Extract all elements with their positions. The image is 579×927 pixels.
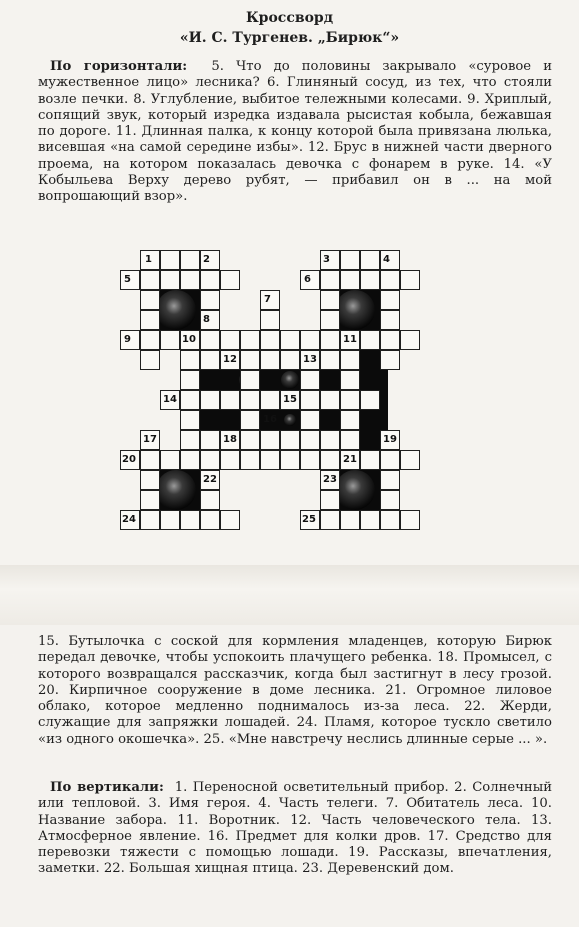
crossword-cell[interactable] [200,490,220,510]
down-clues [38,780,552,878]
crossword-cell[interactable] [240,370,260,390]
crossword-cell[interactable] [140,490,160,510]
clue-number: 10 [182,334,196,345]
crossword-cell[interactable] [340,430,360,450]
clue-number: 19 [383,434,397,445]
crossword-cell[interactable] [340,270,360,290]
crossword-cell[interactable] [320,310,340,330]
decorative-sphere [335,290,375,330]
decorative-sphere [335,470,375,510]
clue-number: 20 [122,454,136,465]
clue-number: 18 [223,434,237,445]
clue-number: 12 [223,354,237,365]
crossword-cell[interactable] [320,270,340,290]
crossword-cell[interactable] [240,450,260,470]
down-text: 1. Переносной осветительный прибор. 2. Солнечный или тепловой. 3. Имя героя. 4. Часть телеги. 7. Обитатель леса. 10. Название забора. 11. Воротник. 12. Часть человеческого тела. 13. Атмосферное явление. 16. Предмет для колки дров. 17. Средство для перевозки тяжести с помощью лошади. 19. Рассказы, впечатления, заметки. 22. Большая хищная птица. 23. Деревенский дом. [38,780,552,877]
crossword-cell[interactable] [140,350,160,370]
crossword-cell[interactable] [320,330,340,350]
crossword-cell[interactable] [200,450,220,470]
crossword-cell[interactable] [140,470,160,490]
crossword-cell[interactable] [360,270,380,290]
crossword-cell[interactable] [380,470,400,490]
crossword-cell[interactable] [200,330,220,350]
clue-number: 21 [343,454,357,465]
crossword-cell[interactable] [380,350,400,370]
crossword-cell[interactable] [220,510,240,530]
clue-number: 4 [383,254,390,265]
crossword-cell[interactable] [340,410,360,430]
crossword-cell[interactable] [140,270,160,290]
crossword-cell[interactable] [180,410,200,430]
crossword-cell[interactable] [300,430,320,450]
crossword-cell[interactable] [400,510,420,530]
crossword-cell[interactable] [180,450,200,470]
crossword-cell[interactable] [300,410,320,430]
crossword-cell[interactable] [320,490,340,510]
crossword-cell[interactable] [160,270,180,290]
clue-number: 1 [145,254,152,265]
clue-number: 17 [143,434,157,445]
crossword-cell[interactable] [220,270,240,290]
crossword-cell[interactable] [240,410,260,430]
decorative-sphere [156,470,196,510]
crossword-cell[interactable] [280,330,300,350]
crossword-cell[interactable] [240,390,260,410]
crossword-cell[interactable] [180,250,200,270]
crossword-cell[interactable] [200,510,220,530]
crossword-cell[interactable] [380,310,400,330]
crossword-cell[interactable] [180,390,200,410]
crossword-cell[interactable] [260,310,280,330]
crossword-cell[interactable] [180,370,200,390]
crossword-cell[interactable] [260,430,280,450]
crossword-cell[interactable] [380,330,400,350]
decorative-sphere [281,371,299,389]
crossword-cell[interactable] [400,450,420,470]
decorative-sphere [156,290,196,330]
crossword-cell[interactable] [340,390,360,410]
crossword-cell[interactable] [140,510,160,530]
crossword-cell[interactable] [360,330,380,350]
crossword-cell[interactable] [160,450,180,470]
crossword-cell[interactable] [360,250,380,270]
clue-number: 11 [343,334,357,345]
clue-number: 25 [302,514,316,525]
crossword-cell[interactable] [240,350,260,370]
across-clues-bottom: 15. Бутылочка с соской для кормления младенцев, которую Бирюк передал девочке, чтобы успокоить плачущего ребенка. 18. Промысел, с которого возвращался рассказчик, когда был застигнут в лесу грозой. 20. Кирпичное сооружение в доме лесника. 21. Огромное лиловое облако, которое медленно поднималось из-за леса. 22. Жерди, служащие для запряжки лошадей. 24. Пламя, которое тускло светило «из одного окошечка». 25. «Мне навстречу неслись длинные серые ... ». [38,634,552,747]
crossword-cell[interactable] [360,510,380,530]
clue-number: 13 [303,354,317,365]
crossword-cell[interactable] [280,430,300,450]
clue-number: 7 [264,294,271,305]
clue-number: 23 [323,474,337,485]
page-title: Кроссворд [245,10,334,26]
crossword-cell[interactable] [320,430,340,450]
crossword-cell[interactable] [320,450,340,470]
crossword-cell[interactable] [380,270,400,290]
crossword-cell[interactable] [220,330,240,350]
down-heading: По вертикали: [50,780,164,795]
crossword-cell[interactable] [140,330,160,350]
clue-number: 24 [122,514,136,525]
crossword-cell[interactable] [400,270,420,290]
crossword-cell[interactable] [180,430,200,450]
clue-number: 6 [304,274,311,285]
crossword-cell[interactable] [160,510,180,530]
crossword-cell[interactable] [140,290,160,310]
crossword-cell[interactable] [320,390,340,410]
crossword-cell[interactable] [280,350,300,370]
crossword-cell[interactable] [200,270,220,290]
crossword-cell[interactable] [300,450,320,470]
clue-number: 9 [124,334,131,345]
across-text-top: 5. Что до половины закрывало «суровое и мужественное лицо» лесника? 6. Глиняный сосуд, из тех, что стояли возле печки. 8. Углубление, выбитое тележными колесами. 9. Хриплый, сопящий звук, который изредка издавала рысистая кобыла, бежавшая по дороге. 11. Длинная палка, к концу которой была привязана люлька, висевшая «на самой середине избы». 12. Брус в нижней части дверного проема, на котором показалась девочка с фонарем в руке. 14. «У Кобыльева Верху дерево рубят, — прибавил он в ... на мой вопрошающий взор». [38,59,553,205]
crossword-cell[interactable] [300,330,320,350]
crossword-cell[interactable] [140,450,160,470]
crossword-cell[interactable] [400,330,420,350]
crossword-cell[interactable] [320,350,340,370]
crossword-cell[interactable] [200,350,220,370]
crossword-cell[interactable] [260,390,280,410]
page-gap-strip [0,565,579,625]
clue-number: 14 [163,394,177,405]
clue-number: 2 [203,254,210,265]
page-subtitle: «И. С. Тургенев. „Бирюк“» [179,30,400,46]
crossword-cell[interactable] [320,510,340,530]
crossword-cell[interactable] [340,250,360,270]
crossword-cell[interactable] [360,390,380,410]
crossword-cell[interactable] [300,370,320,390]
crossword-cell[interactable] [160,330,180,350]
crossword-cell[interactable] [240,430,260,450]
crossword-cell[interactable] [140,310,160,330]
crossword-cell[interactable] [180,270,200,290]
crossword-cell[interactable] [380,450,400,470]
crossword-cell[interactable] [180,510,200,530]
crossword-cell[interactable] [240,330,260,350]
clue-number: 22 [203,474,217,485]
crossword-cell[interactable] [160,250,180,270]
clue-number: 3 [323,254,330,265]
crossword-cell[interactable] [300,390,320,410]
clue-number: 15 [283,394,297,405]
crossword-cell[interactable] [260,330,280,350]
crossword-cell[interactable] [340,350,360,370]
crossword-cell[interactable] [340,510,360,530]
crossword-cell[interactable] [320,290,340,310]
decorative-sphere [284,414,296,426]
crossword-cell[interactable] [200,390,220,410]
crossword-cell[interactable] [180,350,200,370]
crossword-cell[interactable] [200,290,220,310]
clue-number: 8 [203,314,210,325]
crossword-cell[interactable] [260,450,280,470]
crossword-cell[interactable] [340,370,360,390]
across-heading: По горизонтали: [50,59,188,74]
crossword-cell[interactable] [380,290,400,310]
crossword-cell[interactable] [360,450,380,470]
crossword-cell[interactable] [380,490,400,510]
crossword-cell[interactable] [380,510,400,530]
crossword-cell[interactable] [220,450,240,470]
crossword-cell[interactable] [260,350,280,370]
crossword-cell[interactable] [200,430,220,450]
crossword-cell[interactable] [280,450,300,470]
clue-number: 16 [263,414,277,425]
clue-number: 5 [124,274,131,285]
crossword-cell[interactable] [220,390,240,410]
